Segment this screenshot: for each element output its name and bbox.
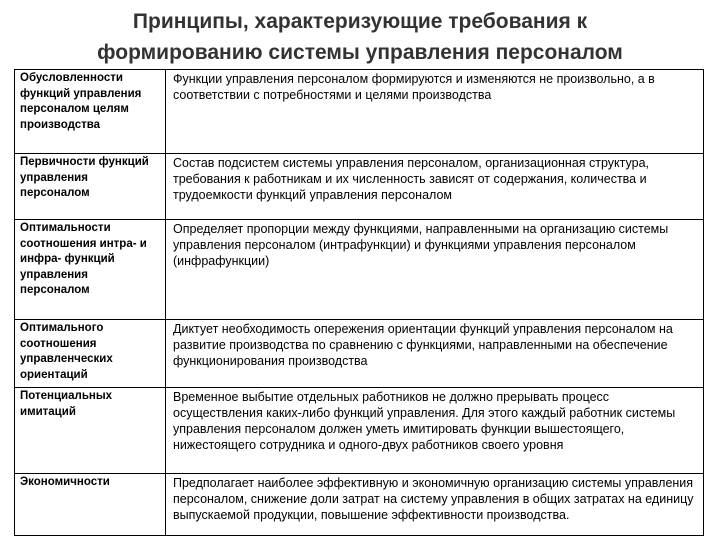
principle-description: Определяет пропорции между функциями, направленными на организацию системы управления персоналом (интрафункции) и функциями управления персоналом (инфрафункции) — [166, 220, 704, 320]
table-row — [15, 388, 704, 474]
principle-description: Функции управления персоналом формируются и изменяются не произвольно, а в соответствии с потребностями и целями производства — [166, 70, 704, 154]
table-row — [15, 220, 704, 320]
principle-name: Оптимального соотношения управленческих ориентаций — [15, 320, 166, 388]
slide-title-line-2: формированию системы управления персоналом — [97, 41, 623, 64]
slide-title-line-1: Принципы, характеризующие требования к — [132, 10, 588, 33]
principle-description: Предполагает наиболее эффективную и экономичную организацию системы управления персоналом, снижение доли затрат на систему управления в общих затратах на единицу выпускаемой продукции, повышение эффективности производства. — [166, 474, 704, 536]
principles-table — [14, 69, 704, 536]
table-row — [15, 70, 704, 154]
principle-name: Экономичности — [15, 474, 166, 536]
slide-title — [0, 6, 720, 68]
principle-name: Потенциальных имитаций — [15, 388, 166, 474]
table-row — [15, 474, 704, 536]
principle-description: Временное выбытие отдельных работников не должно прерывать процесс осуществления каких-либо функций управления. Для этого каждый работник системы управления персоналом должен уметь имитировать функции вышестоящего, нижестоящего сотрудника и одного-двух работников своего уровня — [166, 388, 704, 474]
principle-name: Оптимальности соотношения интра- и инфра- функций управления персоналом — [15, 220, 166, 320]
table-row — [15, 154, 704, 220]
principle-description: Состав подсистем системы управления персоналом, организационная структура, требования к работникам и их численность зависят от содержания, количества и трудоемкости функций управления персоналом — [166, 154, 704, 220]
principle-name: Первичности функций управления персоналом — [15, 154, 166, 220]
table-row — [15, 320, 704, 388]
principle-description: Диктует необходимость опережения ориентации функций управления персоналом на развитие производства по сравнению с функциями, направленными на обеспечение функционирования производства — [166, 320, 704, 388]
principle-name: Обусловленности функций управления персоналом целям производства — [15, 70, 166, 154]
